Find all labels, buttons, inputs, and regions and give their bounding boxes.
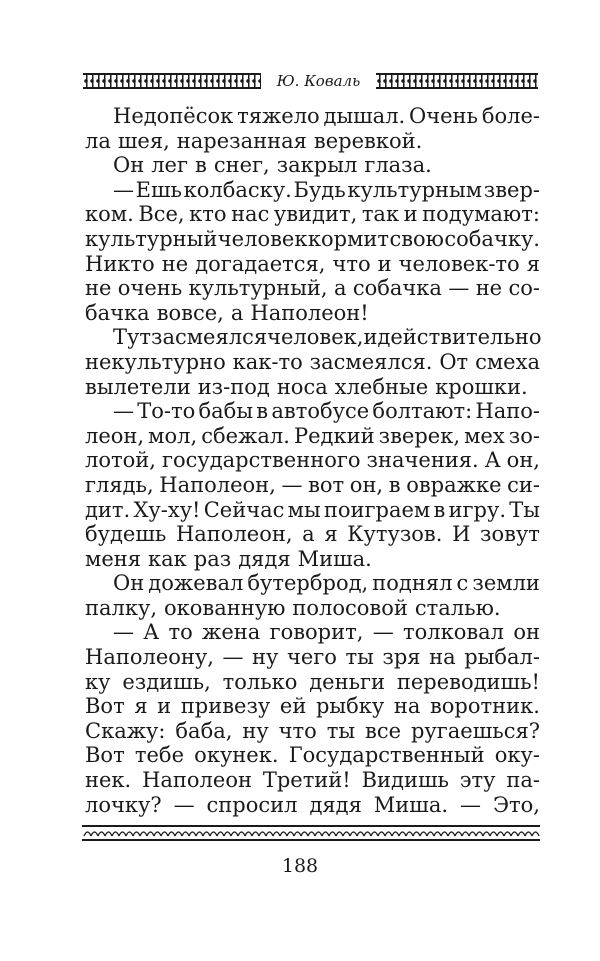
word: зо- xyxy=(508,423,540,448)
word: некультурно xyxy=(85,349,226,374)
word: Сейчас xyxy=(203,497,285,522)
word: раз xyxy=(193,546,232,571)
word: бабы xyxy=(198,399,254,424)
word: Ты xyxy=(509,497,540,522)
word: что xyxy=(332,251,371,276)
text-line xyxy=(85,620,540,645)
word: в xyxy=(195,153,207,178)
word: То-то xyxy=(137,399,196,424)
text-line xyxy=(85,104,540,129)
word: засмеялся xyxy=(150,325,268,350)
word: палку, xyxy=(85,595,158,620)
word: мол, xyxy=(148,423,198,448)
text-line xyxy=(85,522,540,547)
word: то xyxy=(168,620,193,645)
word: От xyxy=(439,349,469,374)
word: ругаешься? xyxy=(410,718,540,743)
word: в xyxy=(388,472,401,497)
word: Недопёсок xyxy=(113,104,234,128)
word: нас xyxy=(231,202,270,227)
word: болтают: xyxy=(372,399,473,424)
word: Он xyxy=(113,571,145,596)
word: Редкий xyxy=(293,423,375,448)
word: говорит, xyxy=(269,620,364,645)
word: бачка xyxy=(85,300,150,325)
text-line xyxy=(85,793,540,818)
word: ты xyxy=(326,718,356,743)
word: Наполеон xyxy=(142,768,252,793)
word: снег, xyxy=(213,153,270,178)
text-line xyxy=(85,178,540,203)
word: собачка xyxy=(352,276,442,301)
word: нек. xyxy=(85,768,132,793)
word: воротник. xyxy=(429,694,540,719)
text-line xyxy=(85,498,540,523)
word: бутерброд, xyxy=(247,571,369,596)
word: дожевал xyxy=(148,571,244,596)
word: шея, xyxy=(117,128,170,153)
word: — xyxy=(222,645,244,670)
word: человек, xyxy=(267,325,364,350)
word: зря xyxy=(382,645,421,670)
word: леон, xyxy=(85,423,145,448)
word: жена xyxy=(202,620,261,645)
text-line xyxy=(85,547,540,572)
word: действительно xyxy=(377,325,542,350)
word: спросил xyxy=(206,792,298,817)
word: Вот xyxy=(85,694,125,719)
word: в xyxy=(256,399,269,424)
text-line xyxy=(85,276,540,301)
word: — xyxy=(281,472,303,497)
word: рыбал- xyxy=(464,645,540,670)
word: Все, xyxy=(138,202,185,227)
word: из-под xyxy=(197,374,270,399)
word: полосовой xyxy=(292,595,408,620)
word: сталью. xyxy=(414,595,501,620)
word: оку- xyxy=(494,743,540,768)
word: кто xyxy=(189,202,227,227)
text-line xyxy=(85,325,540,350)
word: Кутузов. xyxy=(347,522,443,547)
word: а xyxy=(333,276,347,301)
text-line xyxy=(85,350,540,375)
word: сбежал. xyxy=(201,423,290,448)
word: я xyxy=(324,522,338,547)
word: боле- xyxy=(481,104,540,128)
word: глаза. xyxy=(364,153,432,178)
word: па- xyxy=(506,768,540,793)
word: — xyxy=(448,276,470,301)
word: ездишь, xyxy=(122,669,211,694)
word: Скажу: xyxy=(85,718,166,743)
word: а xyxy=(302,522,315,547)
word: хлебные xyxy=(334,374,429,399)
word: культурный, xyxy=(188,276,328,301)
word: мех xyxy=(464,423,505,448)
word: Миша. xyxy=(297,546,372,571)
word: рыбку xyxy=(315,694,385,719)
word: крошки. xyxy=(435,374,528,399)
body-text xyxy=(85,104,540,817)
left-ornament-border xyxy=(83,73,261,89)
word: культурный xyxy=(85,226,218,251)
word: увидит, xyxy=(273,202,358,227)
right-ornament-border xyxy=(376,73,538,89)
word: окунек. xyxy=(194,743,279,768)
word: он, xyxy=(506,448,540,473)
word: носа xyxy=(276,374,328,399)
word: Наполеон, xyxy=(159,472,276,497)
word: я xyxy=(134,694,148,719)
word: он, xyxy=(349,472,384,497)
text-line xyxy=(85,129,540,154)
word: смеха xyxy=(475,349,540,374)
word: со- xyxy=(508,276,540,301)
page-number: 188 xyxy=(281,855,319,877)
text-line xyxy=(85,719,540,744)
word: подумают: xyxy=(422,202,540,227)
word: баба, xyxy=(175,718,233,743)
word: так xyxy=(361,202,400,227)
word: Третий! xyxy=(262,768,351,793)
text-line xyxy=(85,202,540,227)
word: и xyxy=(403,202,418,227)
word: очень xyxy=(117,276,183,301)
word: что xyxy=(278,718,317,743)
word: дядя xyxy=(309,792,362,817)
word: чего xyxy=(286,645,337,670)
word: Ху-ху! xyxy=(133,497,201,522)
word: человек-то xyxy=(398,251,520,276)
word: Видишь xyxy=(361,768,449,793)
text-line xyxy=(85,153,540,178)
word: вот xyxy=(308,472,345,497)
word: Напо- xyxy=(475,399,540,424)
word: только xyxy=(222,669,298,694)
word: меня xyxy=(85,546,142,571)
word: эту xyxy=(459,768,496,793)
word: и xyxy=(377,251,392,276)
word: Наполеон! xyxy=(250,300,369,325)
word: поднял xyxy=(372,571,453,596)
word: как xyxy=(148,546,187,571)
word: Миша. xyxy=(373,792,449,817)
word: автобусе xyxy=(271,399,370,424)
word: вылетели xyxy=(85,374,191,399)
word: зовут xyxy=(480,522,540,547)
word: государственного xyxy=(161,448,361,473)
text-line xyxy=(85,571,540,596)
word: вовсе, xyxy=(156,300,224,325)
word: и xyxy=(363,325,378,350)
word: А xyxy=(484,448,501,473)
word: человек xyxy=(217,226,308,251)
text-line xyxy=(85,227,540,252)
word: ну xyxy=(242,718,269,743)
word: поиграем xyxy=(323,497,431,522)
word: будешь xyxy=(85,522,167,547)
word: Вот xyxy=(85,743,125,768)
word: дядя xyxy=(238,546,291,571)
word: дит. xyxy=(85,497,131,522)
word: толковал xyxy=(402,620,505,645)
text-line xyxy=(85,424,540,449)
word: Наполеону, xyxy=(85,645,214,670)
word: Государственный xyxy=(288,743,485,768)
word: дышал. xyxy=(323,104,406,128)
word: в xyxy=(433,497,446,522)
word: лочку? xyxy=(85,792,162,817)
word: А xyxy=(143,620,160,645)
word: мы xyxy=(287,497,321,522)
word: овражке xyxy=(406,472,502,497)
text-line xyxy=(85,473,540,498)
word: Будь xyxy=(293,177,346,202)
text-line xyxy=(85,670,540,695)
text-line xyxy=(85,596,540,621)
word: ла xyxy=(85,128,111,153)
word: лег xyxy=(151,153,188,178)
word: земли xyxy=(472,571,540,596)
word: Очень xyxy=(409,104,478,128)
word: звер- xyxy=(483,177,540,202)
word: И xyxy=(452,522,471,547)
text-line xyxy=(85,448,540,473)
word: и xyxy=(157,694,172,719)
word: на xyxy=(429,645,456,670)
word: с xyxy=(456,571,469,596)
text-line xyxy=(85,399,540,424)
word: переводишь! xyxy=(396,669,540,694)
word: тяжело xyxy=(237,104,320,128)
word: ком. xyxy=(85,202,134,227)
word: все xyxy=(365,718,402,743)
text-line xyxy=(85,694,540,719)
word: зверек, xyxy=(378,423,461,448)
word: засмеялся. xyxy=(309,349,433,374)
word: не xyxy=(85,276,112,301)
word: ты xyxy=(345,645,374,670)
word: си- xyxy=(507,472,540,497)
word: — xyxy=(113,399,134,424)
word: окованную xyxy=(164,595,286,620)
word: привезу xyxy=(180,694,271,719)
word: Наполеон, xyxy=(175,522,293,547)
word: глядь, xyxy=(85,472,154,497)
word: тебе xyxy=(134,743,184,768)
footer-ornament-border xyxy=(82,824,540,842)
word: нарезанная xyxy=(176,128,307,153)
word: игру. xyxy=(448,497,507,522)
text-line xyxy=(85,768,540,793)
text-line xyxy=(85,301,540,326)
word: догадается, xyxy=(195,251,326,276)
text-line xyxy=(85,252,540,277)
word: я xyxy=(526,251,540,276)
word: Он xyxy=(113,153,145,178)
word: ей xyxy=(279,694,307,719)
word: на xyxy=(393,694,421,719)
word: Никто xyxy=(85,251,155,276)
word: Тут xyxy=(113,325,151,350)
running-header xyxy=(83,70,538,92)
word: не xyxy=(475,276,503,301)
text-line xyxy=(85,743,540,768)
word: — xyxy=(113,177,134,202)
word: закрыл xyxy=(276,153,358,178)
word: веревкой. xyxy=(313,128,423,153)
word: ну xyxy=(252,645,279,670)
word: а xyxy=(230,300,244,325)
word: Это, xyxy=(492,792,540,817)
author-running-head: Ю. Коваль xyxy=(276,72,361,90)
word: он xyxy=(513,620,540,645)
word: культурным xyxy=(347,177,483,202)
text-line xyxy=(85,645,540,670)
word: — xyxy=(173,792,195,817)
word: Ешь xyxy=(135,177,182,202)
word: не xyxy=(161,251,189,276)
word: кормит xyxy=(307,226,390,251)
word: колбаску. xyxy=(183,177,292,202)
text-line xyxy=(85,375,540,400)
word: — xyxy=(459,792,481,817)
word: собачку. xyxy=(444,226,540,251)
word: деньги xyxy=(309,669,386,694)
word: значения. xyxy=(366,448,479,473)
word: свою xyxy=(389,226,444,251)
word: лотой, xyxy=(85,448,156,473)
word: как-то xyxy=(232,349,303,374)
word: — xyxy=(372,620,394,645)
word: — xyxy=(113,620,134,645)
word: ку xyxy=(85,669,111,694)
